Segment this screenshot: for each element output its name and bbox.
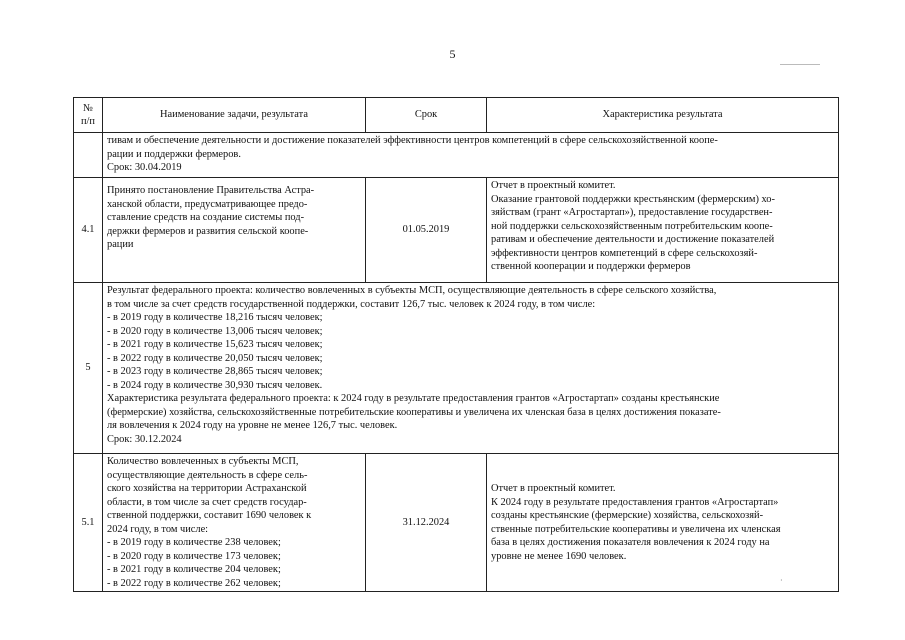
term-date: 31.12.2024 — [366, 454, 487, 592]
cell-number-empty — [74, 133, 103, 178]
list-item: - в 2020 году в количестве 13,006 тысяч человек; — [107, 325, 323, 337]
deadline-text: Срок: 30.12.2024 — [107, 433, 182, 445]
header-task-name: Наименование задачи, результата — [103, 98, 366, 133]
header-result-characteristic: Характеристика результата — [487, 98, 839, 133]
tasks-table — [73, 97, 839, 592]
table-header-row — [74, 98, 839, 133]
term-date: 01.05.2019 — [366, 178, 487, 283]
text-line: тивам и обеспечение деятельности и достижение показателей эффективности центров компетенций в сфере сельскохозяйственной коопе- — [107, 135, 718, 146]
text-line: Результат федерального проекта: количество вовлеченных в субъекты МСП, осуществляющие деятельность в сфере сельского хозяйства, — [107, 285, 717, 296]
federal-result-text — [103, 283, 839, 454]
task-name: Количество вовлеченных в субъекты МСП, осуществляющие деятельность в сфере сель- ского хозяйства на территории Астраханской области, в том числе за счет средств государ- ственной поддержки, составит 1690 человек к 2024 году, в том числе: - в 2019 году в количестве 238 человек; - в 2020 году в количестве 173 человек; - в 2021 году в количестве 204 человек; - в 2022 году в количестве 262 человек; — [103, 454, 366, 592]
scan-artifact-line — [780, 64, 820, 65]
table-row-4-1 — [74, 178, 839, 283]
cell-continuation-text — [103, 133, 839, 178]
row-number: 4.1 — [74, 178, 103, 283]
list-item: - в 2023 году в количестве 28,865 тысяч человек; — [107, 366, 323, 377]
list-item: - в 2019 году в количестве 18,216 тысяч человек; — [107, 312, 323, 323]
task-name: Принято постановление Правительства Астра- ханской области, предусматривающее предо- ставление средств на создание системы под- держки фермеров и развития сельской коопе- рации — [103, 178, 366, 283]
list-item: - в 2021 году в количестве 15,623 тысяч человек; — [107, 339, 323, 350]
table-row-5 — [74, 283, 839, 454]
table-row-5-1 — [74, 454, 839, 592]
page-number: 5 — [449, 47, 456, 61]
text-line: в том числе за счет средств государственной поддержки, составит 126,7 тыс. человек к 2024 году, в том числе: — [107, 298, 596, 310]
text-line: Характеристика результата федерального проекта: к 2024 году в результате предоставления грантов «Агростартап» созданы крестьянские — [107, 393, 720, 404]
header-number: № п/п — [74, 98, 103, 133]
deadline-text: Срок: 30.04.2019 — [107, 162, 182, 173]
list-item: - в 2024 году в количестве 30,930 тысяч человек. — [107, 379, 323, 391]
result-characteristic: Отчет в проектный комитет. К 2024 году в результате предоставления грантов «Агростартап» созданы крестьянские (фермерские) хозяйства, сельскохозяй- ственные потребительские кооперативы и увеличена их членская база в целях достижения показателя вовлечения к 2024 году на уровне не менее 1690 человек. — [487, 454, 839, 592]
result-characteristic: Отчет в проектный комитет. Оказание грантовой поддержки крестьянским (фермерским) хо- зяйствам (грант «Агростартап»), предоставление государствен- ной поддержки сельскохозяйственным потребительским коопе- ративам и обеспечение деятельности и достижение показателей эффективности центров компетенций в сфере сельскохозяй- ственной кооперации и поддержки фермеров — [487, 178, 839, 283]
text-line: рации и поддержки фермеров. — [107, 148, 241, 160]
row-number: 5.1 — [74, 454, 103, 592]
row-number: 5 — [74, 283, 103, 454]
list-item: - в 2022 году в количестве 20,050 тысяч человек; — [107, 352, 323, 364]
text-line: (фермерские) хозяйства, сельскохозяйственные потребительские кооперативы и увеличена их членская база в целях достижения показате- — [107, 406, 721, 418]
header-term: Срок — [366, 98, 487, 133]
table-row-continuation — [74, 133, 839, 178]
scan-artifact-mark: · — [780, 576, 783, 585]
text-line: ля вовлечения к 2024 году на уровне не менее 126,7 тыс. человек. — [107, 420, 398, 431]
